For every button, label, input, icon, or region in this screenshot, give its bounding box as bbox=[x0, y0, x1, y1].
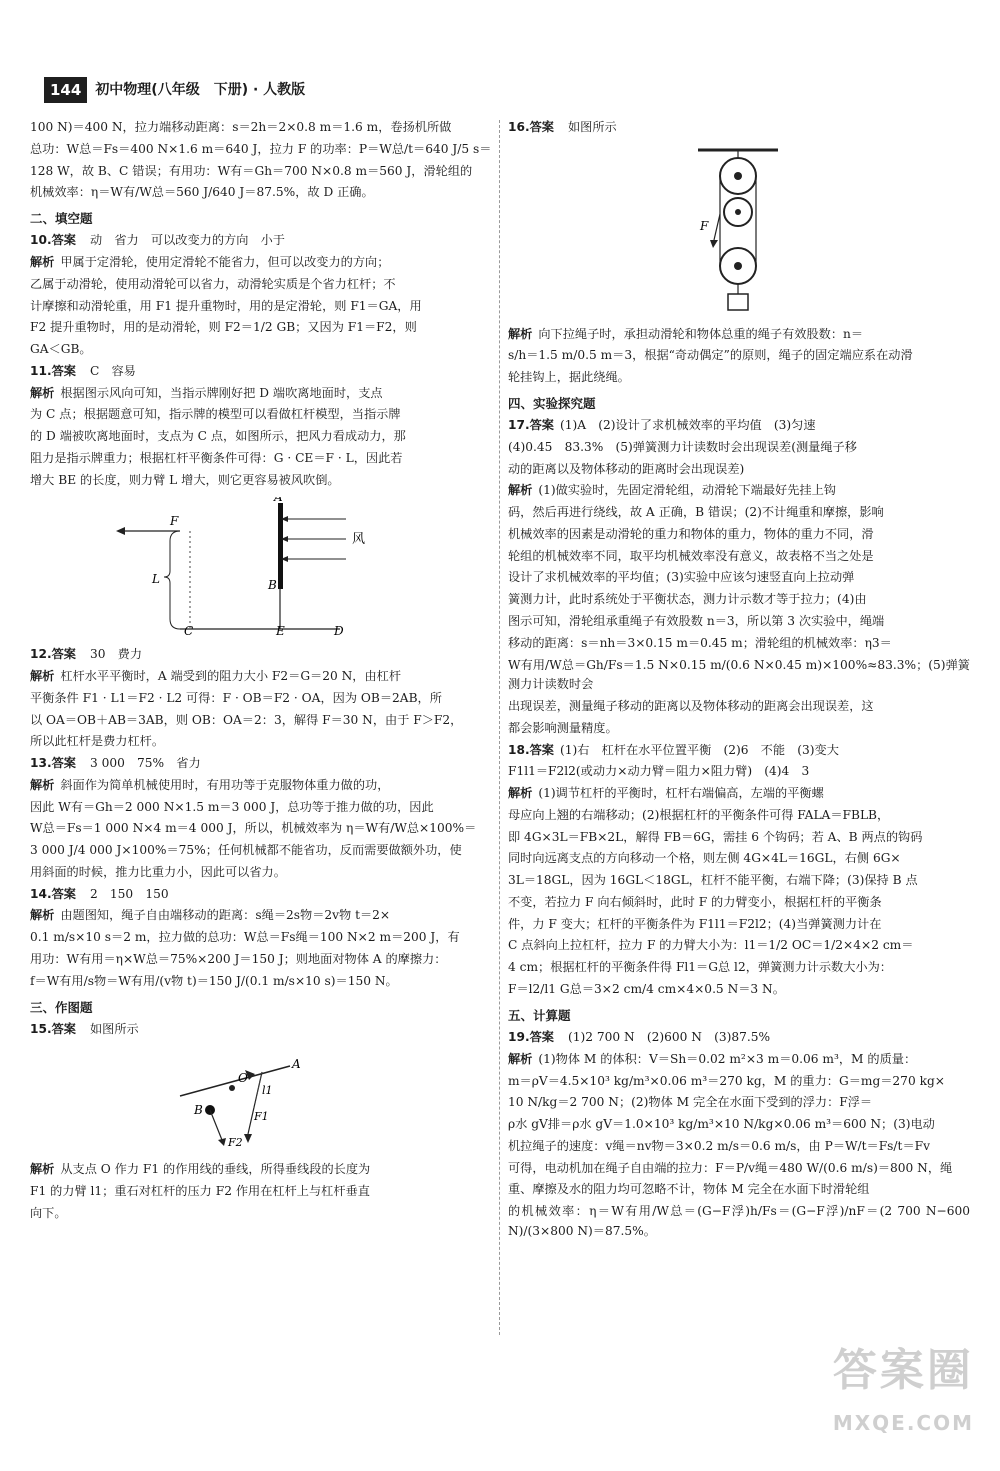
question-10: 10.答案 动 省力 可以改变力的方向 小于 解析 甲属于定滑轮，使用定滑轮不能省力，但可以改变力的方向； 乙属于动滑轮，使用动滑轮可以省力，动滑轮实质是个省力杠杆；不 计摩擦和动滑轮重，用 F1 提升重物时，用的是定滑轮，则 F1＝GA，用 F2 提升重物时，用的是动滑轮，则 F2＝1/2 GB；又因为 F1＝F2，则 GA＜GB。 bbox=[30, 233, 422, 357]
column-divider bbox=[499, 120, 500, 1335]
fig11-label-wind: 风 bbox=[352, 531, 366, 547]
fig15-label-b: B bbox=[194, 1102, 203, 1117]
fig11-label-c: C bbox=[184, 623, 194, 635]
intro-solution: 100 N)＝400 N，拉力端移动距离：s＝2h＝2×0.8 m＝1.6 m，卷扬机所做 总功：W总＝Fs＝400 N×1.6 m＝640 J，拉力 F 的功率：P＝W总/t＝640 J/5 s＝ 128 W，故 B、C 错误；有用功：W有＝Gh＝700 N×0.8 m＝560 J，滑轮组的 机械效率：η＝W有/W总＝560 J/640 J＝87.5%，故 D 正确。 bbox=[30, 120, 492, 200]
question-18: 18.答案 (1)右 杠杆在水平位置平衡 (2)6 不能 (3)变大 F1l1＝F2l2(或动力×动力臂＝阻力×阻力臂) (4)4 3 解析 (1)调节杠杆的平衡时，杠杆右端偏高，左端的平衡螺 母应向上翘的右端移动；(2)根据杠杆的平衡条件可得 FALA＝FBLB， 即 4G×3L＝FB×2L，解得 FB＝6G，需挂 6 个钩码；若 A、B 两点的钩码 同时向远离支点的方向移动一个格，则左侧 4G×4L＝16GL，右侧 6G× 3L＝18GL，因为 16GL＜18GL，杠杆不能平衡，右端下降；(3)保持 B 点 不变，若拉力 F 向右倾斜时，此时 F 的力臂变小，根据杠杆的平衡条 件，力 F 变大；杠杆的平衡条件为 F1l1＝F2l2；(4)当弹簧测力计在 C 点斜向上拉杠杆，拉力 F 的力臂大小为：l1＝1/2 OC＝1/2×4×2 cm＝ 4 cm；根据杠杆的平衡条件得 Fl1＝G总 l2，弹簧测力计示数大小为： F＝l2/l1 G总＝3×2 cm/4 cm×4×0.5 N＝3 N。 bbox=[508, 742, 923, 996]
fig15-label-o: O bbox=[238, 1070, 248, 1085]
section-calculation: 五、计算题 bbox=[508, 1007, 571, 1023]
fig15-label-f1: F1 bbox=[254, 1109, 269, 1123]
sign-wind-diagram bbox=[30, 497, 490, 635]
fig11-label-l: L bbox=[152, 571, 160, 586]
question-13: 13.答案 3 000 75% 省力 解析 斜面作为简单机械使用时，有用功等于克服物体重力做的功， 因此 W有＝Gh＝2 000 N×1.5 m＝3 000 J，总功等于推力做的功，因此 W总＝Fs＝1 000 N×4 m＝4 000 J，所以，机械效率为 η＝W有/W总×100%＝ 3 000 J/4 000 J×100%＝75%；任何机械都不能省功，反而需要做额外功，使 用斜面的时候，推力比重力小，因此可以省力。 bbox=[30, 756, 477, 879]
left-column bbox=[30, 118, 492, 1226]
fig11-label-d: D bbox=[334, 623, 344, 635]
fig15-label-f2: F2 bbox=[228, 1135, 243, 1149]
question-14: 14.答案 2 150 150 解析 由题图知，绳子自由端移动的距离：s绳＝2s物＝2v物 t＝2× 0.1 m/s×10 s＝2 m，拉力做的总功：W总＝Fs绳＝100 N×2 m＝200 J，有 用功：W有用＝η×W总＝75%×200 J＝150 J；则地面对物体 A 的摩擦力： f＝W有用/s物＝W有用/(v物 t)＝150 J/(0.1 m/s×10 s)＝150 N。 bbox=[30, 886, 460, 988]
question-15: 15.答案 如图所示 O B l1 A F1 F2 解析 从支点 O 作力 F1 的作用线的垂线，所得垂线段的长度为 F1 的力臂 l1；重石对杠杆的压力 F2 作用在杠杆上与杠杆垂直 向下。 bbox=[30, 1020, 492, 1224]
fig11-label-f: F bbox=[170, 513, 179, 528]
fig15-label-l1: l1 bbox=[262, 1083, 273, 1097]
book-title: 初中物理(八年级 下册) · 人教版 bbox=[95, 81, 306, 98]
fig11-label-b: B bbox=[268, 577, 277, 592]
watermark-logo: 答案圈 MXQE.COM bbox=[832, 1345, 974, 1435]
page-header bbox=[44, 76, 305, 104]
page-number: 144 bbox=[44, 77, 87, 103]
question-11: 11.答案 C 容易 解析 根据图示风向可知，当指示牌刚好把 D 端吹离地面时，支点 为 C 点；根据题意可知，指示牌的模型可以看做杠杆模型，当指示牌 的 D 端被吹离地面时，支点为 C 点，如图所示，把风力看成动力，那 阻力是指示牌重力；根据杠杆平衡条件可得：G · CE＝F · L，因此若 增大 BE 的长度，则力臂 L 增大，则它更容易被风吹倒。 A F 风 L B C E D bbox=[30, 362, 492, 645]
question-16: 16.答案 如图所示 F 解析 向下拉绳子时，承担动滑轮和物体总重的绳子有效股数：n＝ s/h＝1.5 m/0.5 m＝3，根据“奇动偶定”的原则，绳子的固定端应系在动滑 轮挂钩上，据此绕绳。 bbox=[508, 118, 970, 388]
right-column bbox=[508, 118, 970, 1244]
fig11-label-e: E bbox=[276, 623, 285, 635]
fig11-label-a: A bbox=[274, 496, 283, 504]
section-drawing: 三、作图题 bbox=[30, 999, 93, 1015]
lever-force-diagram bbox=[30, 1046, 490, 1150]
question-17: 17.答案 (1)A (2)设计了求机械效率的平均值 (3)匀速 (4)0.45 83.3% (5)弹簧测力计读数时会出现误差(测量绳子移 动的距离以及物体移动的距离时会出现误差) 解析 (1)做实验时，先固定滑轮组，动滑轮下端最好先挂上钩 码，然后再进行绕线，故 A 正确，B 错误；(2)不计绳重和摩擦，影响 机械效率的因素是动滑轮的重力和物体的重力，物体的重力不同，滑 轮组的机械效率不同，取平均机械效率没有意义，故表格不当之处是 设计了求机械效率的平均值；(3)实验中应该匀速竖直向上拉动弹 簧测力计，此时系统处于平衡状态，测力计示数才等于拉力；(4)由 图示可知，滑轮组承重绳子有效股数 n＝3，所以第 3 次实验中，绳端 移动的距离：s＝nh＝3×0.15 m＝0.45 m；滑轮组的机械效率：η3＝ W有用/W总＝Gh/Fs＝1.5 N×0.15 m/(0.6 N×0.45 m)×100%≈83.3%；(5)弹簧测力计读数时会 出现误差，测量绳子移动的距离以及物体移动的距离会出现误差，这 都会影响测量精度。 bbox=[508, 418, 970, 735]
question-12: 12.答案 30 费力 解析 杠杆水平平衡时，A 端受到的阻力大小 F2＝G＝20 N，由杠杆 平衡条件 F1 · L1＝F2 · L2 可得：F · OB＝F2 · OA，因为 OB＝2AB，所 以 OA＝OB＋AB＝3AB，则 OB：OA＝2：3，解得 F＝30 N，由于 F＞F2， 所以此杠杆是费力杠杆。 bbox=[30, 647, 463, 749]
question-19: 19.答案 (1)2 700 N (2)600 N (3)87.5% 解析 (1)物体 M 的体积：V＝Sh＝0.02 m²×3 m＝0.06 m³，M 的质量： m＝ρV＝4.5×10³ kg/m³×0.06 m³＝270 kg，M 的重力：G＝mg＝270 kg× 10 N/kg＝2 700 N；(2)物体 M 完全在水面下受到的浮力：F浮＝ ρ水 gV排＝ρ水 gV＝1.0×10³ kg/m³×10 N/kg×0.06 m³＝600 N；(3)电动 机拉绳子的速度：v绳＝nv物＝3×0.2 m/s＝0.6 m/s，由 P＝W/t＝Fs/t＝Fv 可得，电动机加在绳子自由端的拉力：F＝P/v绳＝480 W/(0.6 m/s)＝800 N，绳 重、摩擦及水的阻力均可忽略不计，物体 M 完全在水面下时滑轮组 的机械效率：η＝W有用/W总＝(G−F浮)h/Fs＝(G−F浮)/nF＝(2 700 N−600 N)/(3×800 N)＝87.5%。 bbox=[508, 1030, 970, 1238]
section-fill-in: 二、填空题 bbox=[30, 211, 93, 227]
fig16-label-f: F bbox=[700, 218, 709, 233]
pulley-system-diagram bbox=[508, 144, 968, 314]
fig15-label-a: A bbox=[292, 1056, 301, 1071]
section-experiment: 四、实验探究题 bbox=[508, 395, 596, 411]
